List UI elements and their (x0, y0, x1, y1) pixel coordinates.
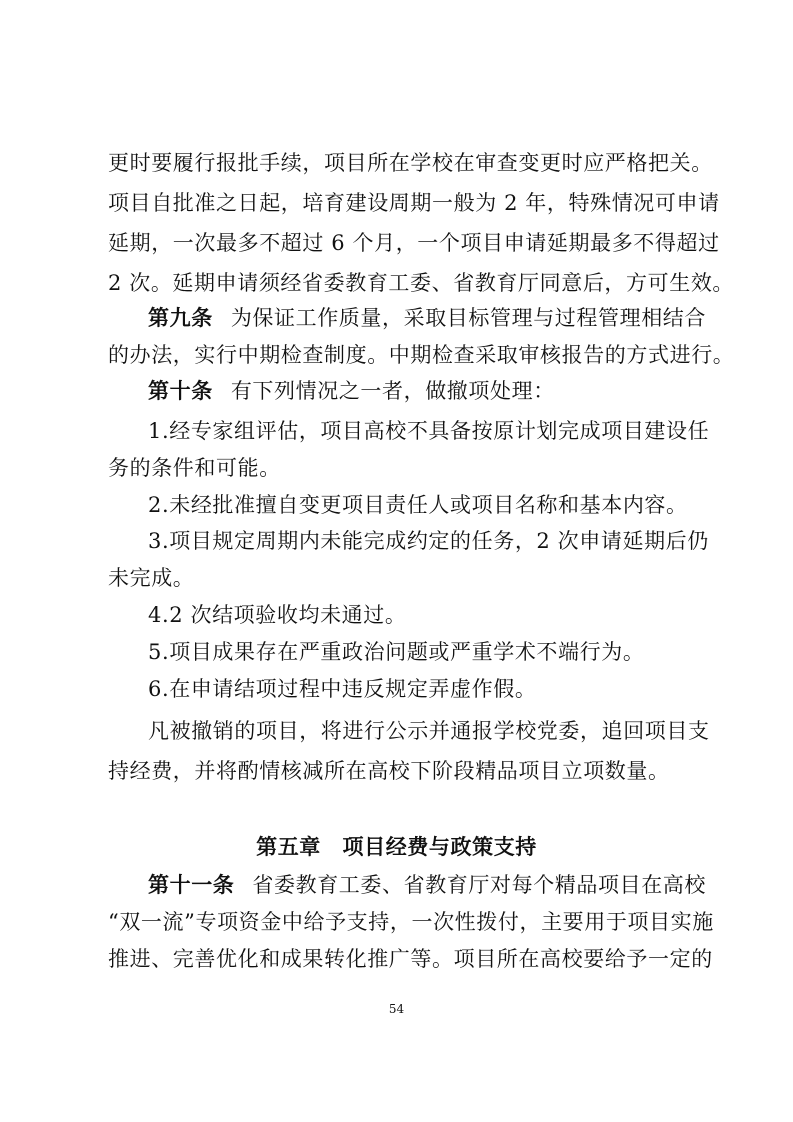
list-item-continuation: 未完成。 (108, 566, 195, 590)
list-item: 1.经专家组评估，项目高校不具备按原计划完成项目建设任 (148, 419, 710, 443)
list-item: 3.项目规定周期内未能完成约定的任务，2 次申请延期后仍 (148, 529, 709, 553)
article-11-text: 省委教育工委、省教育厅对每个精品项目在高校 (252, 873, 707, 897)
list-item: 4.2 次结项验收均未通过。 (148, 603, 407, 627)
list-item: 5.项目成果存在严重政治问题或严重学术不端行为。 (148, 640, 645, 664)
paragraph-line: “双一流”专项资金中给予支持，一次性拨付，主要用于项目实施 (108, 910, 714, 934)
paragraph-line: 更时要履行报批手续，项目所在学校在审查变更时应严格把关。 (108, 151, 713, 175)
paragraph-line: 2 次。延期申请须经省委教育工委、省教育厅同意后，方可生效。 (108, 271, 735, 295)
list-item-continuation: 务的条件和可能。 (108, 456, 281, 480)
paragraph-line: 延期，一次最多不超过 6 个月，一个项目申请延期最多不得超过 (108, 231, 720, 255)
paragraph-line: 的办法，实行中期检查制度。中期检查采取审核报告的方式进行。 (108, 343, 735, 367)
article-9-line (148, 303, 707, 333)
article-11-line (148, 870, 707, 900)
article-10-line (148, 376, 698, 406)
paragraph-line: 凡被撤销的项目，将进行公示并通报学校党委，追回项目支 (148, 719, 710, 743)
list-item: 6.在申请结项过程中违反规定弄虚作假。 (148, 677, 537, 701)
article-9-heading: 第九条 (148, 306, 213, 330)
paragraph-line: 推进、完善优化和成果转化推广等。项目所在高校要给予一定的 (108, 947, 713, 971)
page-number: 54 (388, 1002, 405, 1016)
article-9-text: 为保证工作质量，采取目标管理与过程管理相结合 (230, 306, 707, 330)
chapter-heading: 第五章 项目经费与政策支持 (256, 835, 537, 859)
article-11-heading: 第十一条 (148, 873, 235, 897)
paragraph-line: 项目自批准之日起，培育建设周期一般为 2 年，特殊情况可申请 (108, 191, 720, 215)
paragraph-line: 持经费，并将酌情核减所在高校下阶段精品项目立项数量。 (108, 759, 670, 783)
list-item: 2.未经批准擅自变更项目责任人或项目名称和基本内容。 (148, 493, 688, 517)
article-10-text: 有下列情况之一者，做撤项处理： (230, 379, 555, 403)
article-10-heading: 第十条 (148, 379, 213, 403)
